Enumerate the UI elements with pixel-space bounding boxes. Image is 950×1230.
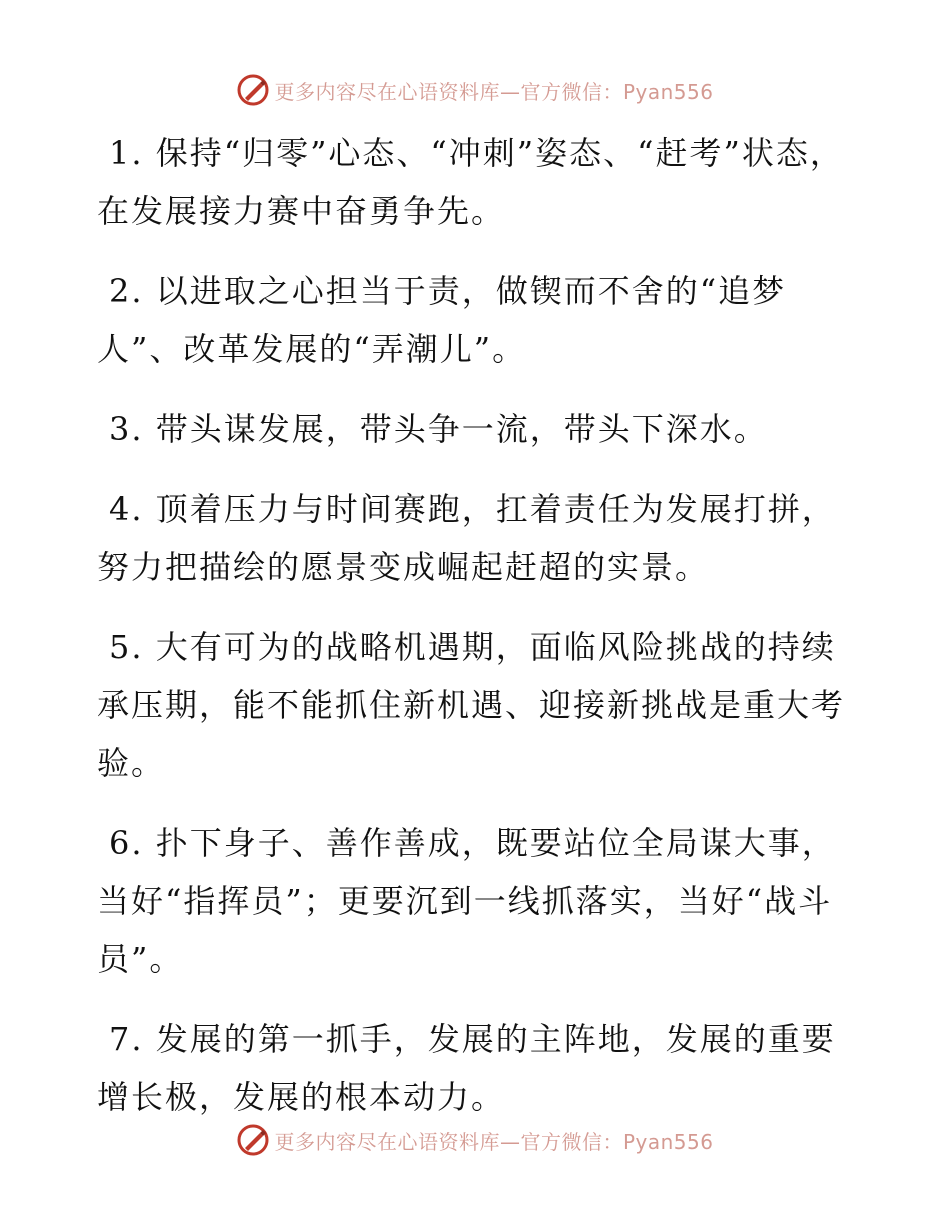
list-item: 6. 扑下身子、善作善成，既要站位全局谋大事，当好“指挥员”；更要沉到一线抓落实，当好“战斗员”。 xyxy=(97,824,836,978)
list-item: 7. 发展的第一抓手，发展的主阵地，发展的重要增长极，发展的根本动力。 xyxy=(97,1020,836,1116)
header-watermark xyxy=(0,70,950,110)
list-item: 2. 以进取之心担当于责，做锲而不舍的“追梦人”、改革发展的“弄潮儿”。 xyxy=(97,272,787,368)
header-watermark-text: 更多内容尽在心语资料库—官方微信：Pyan556 xyxy=(274,79,714,104)
list-item: 1. 保持“归零”心态、“冲刺”姿态、“赶考”状态，在发展接力赛中奋勇争先。 xyxy=(97,134,844,230)
document-body xyxy=(97,124,857,1148)
footer-watermark-text: 更多内容尽在心语资料库—官方微信：Pyan556 xyxy=(274,1129,714,1154)
footer-watermark xyxy=(0,1120,950,1160)
pen-circle-logo-icon xyxy=(236,73,270,107)
list-item: 3. 带头谋发展，带头争一流，带头下深水。 xyxy=(109,410,768,448)
list-item: 4. 顶着压力与时间赛跑，扛着责任为发展打拼，努力把描绘的愿景变成崛起赶超的实景。 xyxy=(97,490,836,586)
list-item: 5. 大有可为的战略机遇期，面临风险挑战的持续承压期，能不能抓住新机遇、迎接新挑战是重大考验。 xyxy=(97,628,846,782)
pen-circle-logo-icon xyxy=(236,1123,270,1157)
